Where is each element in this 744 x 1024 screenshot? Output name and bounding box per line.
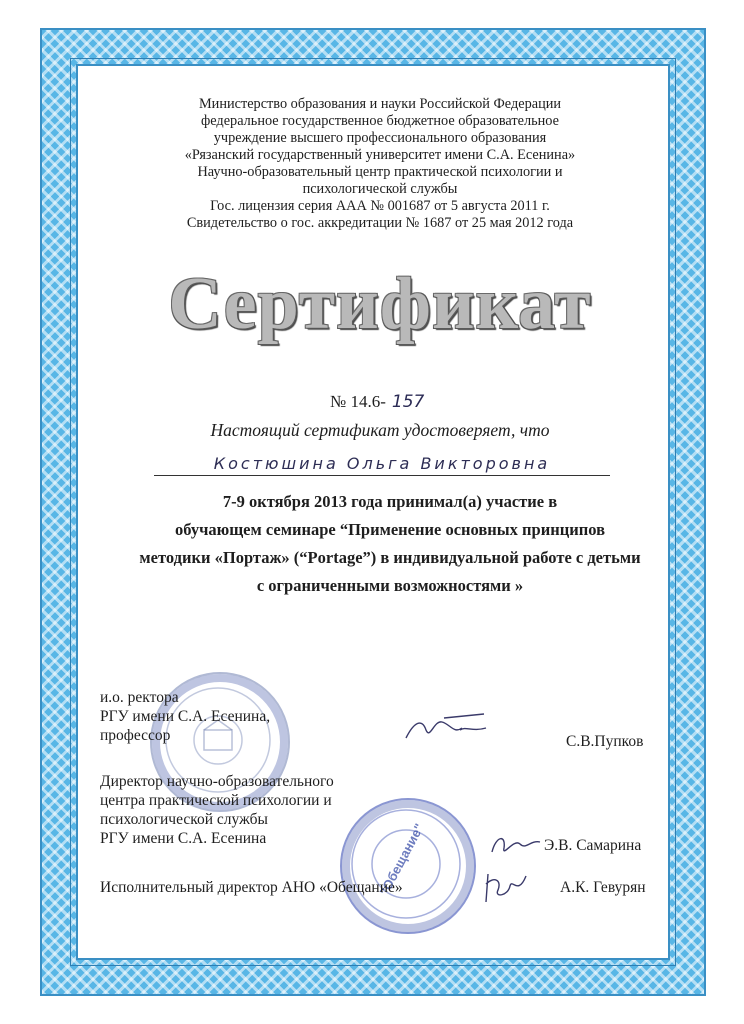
certifies-text: Настоящий сертификат удостоверяет, что (210, 420, 550, 440)
number-prefix: № 14.6- (330, 392, 386, 411)
director-title (100, 772, 334, 848)
issuer-header (120, 96, 640, 232)
body-line: 7-9 октября 2013 года принимал(а) участие в (222, 492, 558, 511)
seminar-description (120, 488, 660, 600)
director-line: Директор научно-образовательного (100, 773, 334, 790)
header-line: учреждение высшего профессионального образования (213, 130, 547, 146)
body-line: обучающем семинаре “Применение основных принципов (174, 520, 606, 539)
header-line: «Рязанский государственный университет имени С.А. Есенина» (184, 147, 576, 163)
certificate-number (330, 392, 424, 412)
header-line: федеральное государственное бюджетное образовательное (201, 113, 559, 129)
rector-line: РГУ имени С.А. Есенина, (100, 708, 271, 725)
executive-title: Исполнительный директор АНО «Обещание» (100, 879, 403, 896)
header-line: Свидетельство о гос. аккредитации № 1687 от 25 мая 2012 года (186, 215, 574, 231)
number-handwritten: 157 (391, 392, 425, 412)
header-line: психологической службы (302, 181, 458, 197)
director-line: психологической службы (100, 811, 268, 828)
body-line: с ограниченными возможностями » (256, 576, 524, 595)
director-name: Э.В. Самарина (544, 837, 642, 854)
rector-signature (400, 708, 490, 748)
executive-signature (478, 866, 538, 910)
director-signature (486, 826, 546, 866)
rector-name: С.В.Пупков (566, 733, 644, 750)
body-line: методики «Портаж» (“Portage”) в индивидуальной работе с детьми (139, 548, 641, 567)
stamp-label: "Обещание" (376, 821, 427, 898)
recipient-name: Костюшина Ольга Викторовна (154, 454, 610, 476)
director-line: центра практической психологии и (100, 792, 332, 809)
header-line: Научно-образовательный центр практической психологии и (197, 164, 563, 180)
rector-line: профессор (100, 727, 171, 744)
rector-line: и.о. ректора (100, 689, 179, 706)
executive-name: А.К. Гевурян (560, 879, 646, 896)
director-line: РГУ имени С.А. Есенина (100, 830, 267, 847)
header-line: Министерство образования и науки Российской Федерации (198, 96, 562, 112)
rector-title (100, 688, 270, 745)
certificate-title: Сертификат (168, 263, 592, 345)
header-line: Гос. лицензия серия ААА № 001687 от 5 августа 2011 г. (210, 198, 550, 214)
